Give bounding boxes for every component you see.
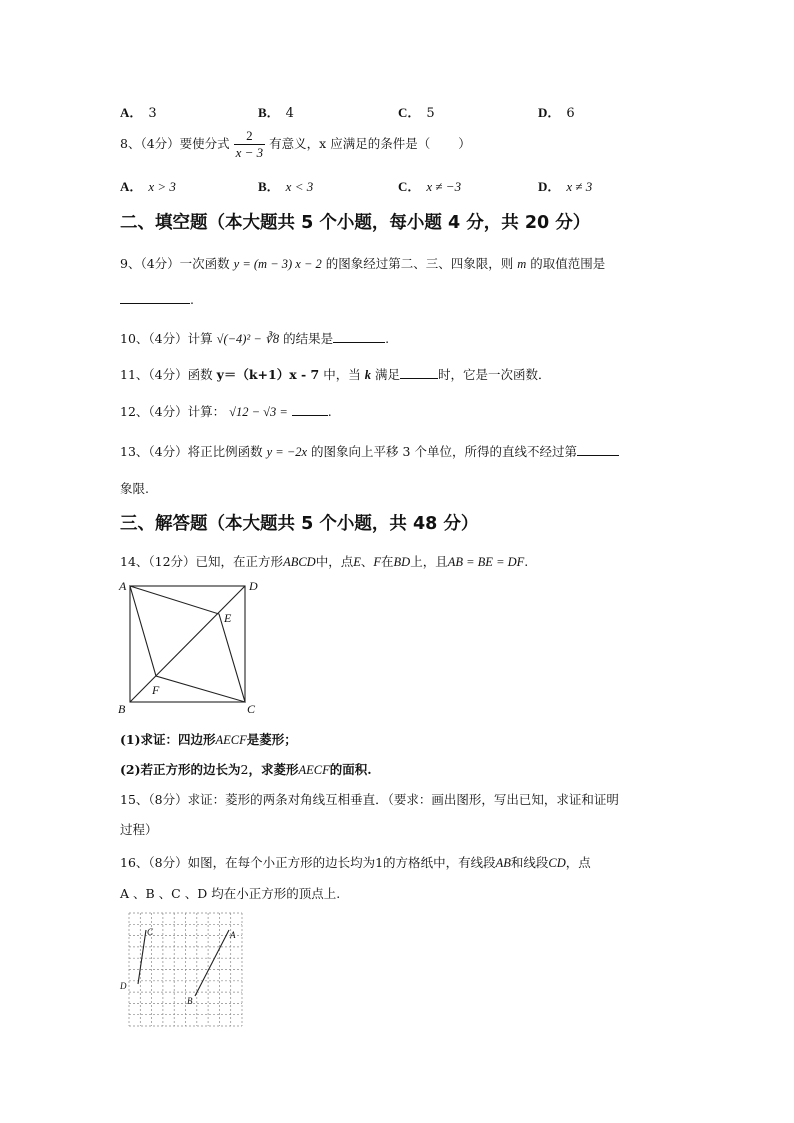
question-16: 16、（8分）如图，在每个小正方形的边长均为1的方格纸中，有线段AB和线段CD，点	[120, 855, 591, 870]
q8-option-b: B． x < 3	[258, 179, 314, 194]
label-f: F	[152, 683, 160, 697]
segment-ab	[195, 930, 229, 996]
question-16-line-2: A 、B 、C 、D 均在小正方形的顶点上.	[120, 886, 341, 901]
q8-option-d: D． x ≠ 3	[538, 179, 593, 194]
label-d: D	[249, 579, 258, 593]
square-figure	[115, 576, 265, 718]
question-15-line-2: 过程）	[120, 822, 158, 837]
answer-blank[interactable]	[292, 403, 328, 416]
question-10: 10、（4分）计算 √(−4)² − ∛8 的结果是 .	[120, 331, 390, 346]
grid-label-c: C	[147, 927, 154, 937]
question-12: 12、（4分）计算： √12 − √3 = .	[120, 404, 332, 419]
answer-blank[interactable]	[333, 330, 385, 343]
question-15: 15、（8分）求证：菱形的两条对角线互相垂直．（要求：画出图形，写出已知，求证和证明	[120, 792, 619, 807]
q8-option-a: A． x > 3	[120, 179, 176, 194]
label-b: B	[118, 702, 126, 716]
question-13-line-2: 象限.	[120, 481, 149, 496]
q8-option-c: C． x ≠ −3	[398, 179, 462, 194]
grid-label-a: A	[230, 930, 236, 940]
answer-blank[interactable]	[400, 366, 438, 379]
question-14-part-2: (2)若正方形的边长为2，求菱形AECF的面积.	[120, 762, 372, 777]
section-2-heading: 二、填空题（本大题共 5 个小题，每小题 4 分，共 20 分）	[120, 213, 591, 233]
q7-option-c: C． 5	[398, 105, 435, 121]
question-11: 11、（4分）函数 y＝（k+1）x - 7 中，当 k 满足 时，它是一次函数．	[120, 367, 551, 382]
label-a: A	[119, 579, 127, 593]
question-13: 13、（4分）将正比例函数 y = −2x 的图象向上平移 3 个单位，所得的直线不经过第	[120, 442, 619, 460]
question-14-part-1: (1)求证：四边形AECF是菱形；	[120, 732, 297, 747]
grid-label-b: B	[187, 996, 193, 1006]
section-3-heading: 三、解答题（本大题共 5 个小题，共 48 分）	[120, 514, 479, 534]
grid-figure	[116, 908, 246, 1028]
q7-option-a: A． 3	[120, 105, 157, 121]
segment-cd	[138, 930, 146, 984]
grid-label-d: D	[120, 981, 127, 991]
question-14: 14、（12分）已知，在正方形ABCD中，点E、F在BD上，且AB = BE = DF.	[120, 554, 529, 569]
q7-option-d: D． 6	[538, 105, 575, 121]
fraction: $\frac{2}{x - 3}$	[235, 128, 264, 160]
q7-option-b: B． 4	[258, 105, 294, 121]
question-8: 8、（4分）要使分式 $\frac{2}{x - 3}$ 有意义，x 应满足的条件是（ ）	[120, 128, 471, 160]
answer-blank[interactable]	[120, 291, 190, 304]
question-9: 9、（4分）一次函数 y = (m − 3) x − 2 的图象经过第二、三、四象限，则 m 的取值范围是	[120, 256, 606, 271]
answer-blank[interactable]	[577, 443, 619, 456]
label-e: E	[224, 611, 232, 625]
label-c: C	[247, 702, 256, 716]
question-9-answer-line: .	[120, 291, 194, 307]
